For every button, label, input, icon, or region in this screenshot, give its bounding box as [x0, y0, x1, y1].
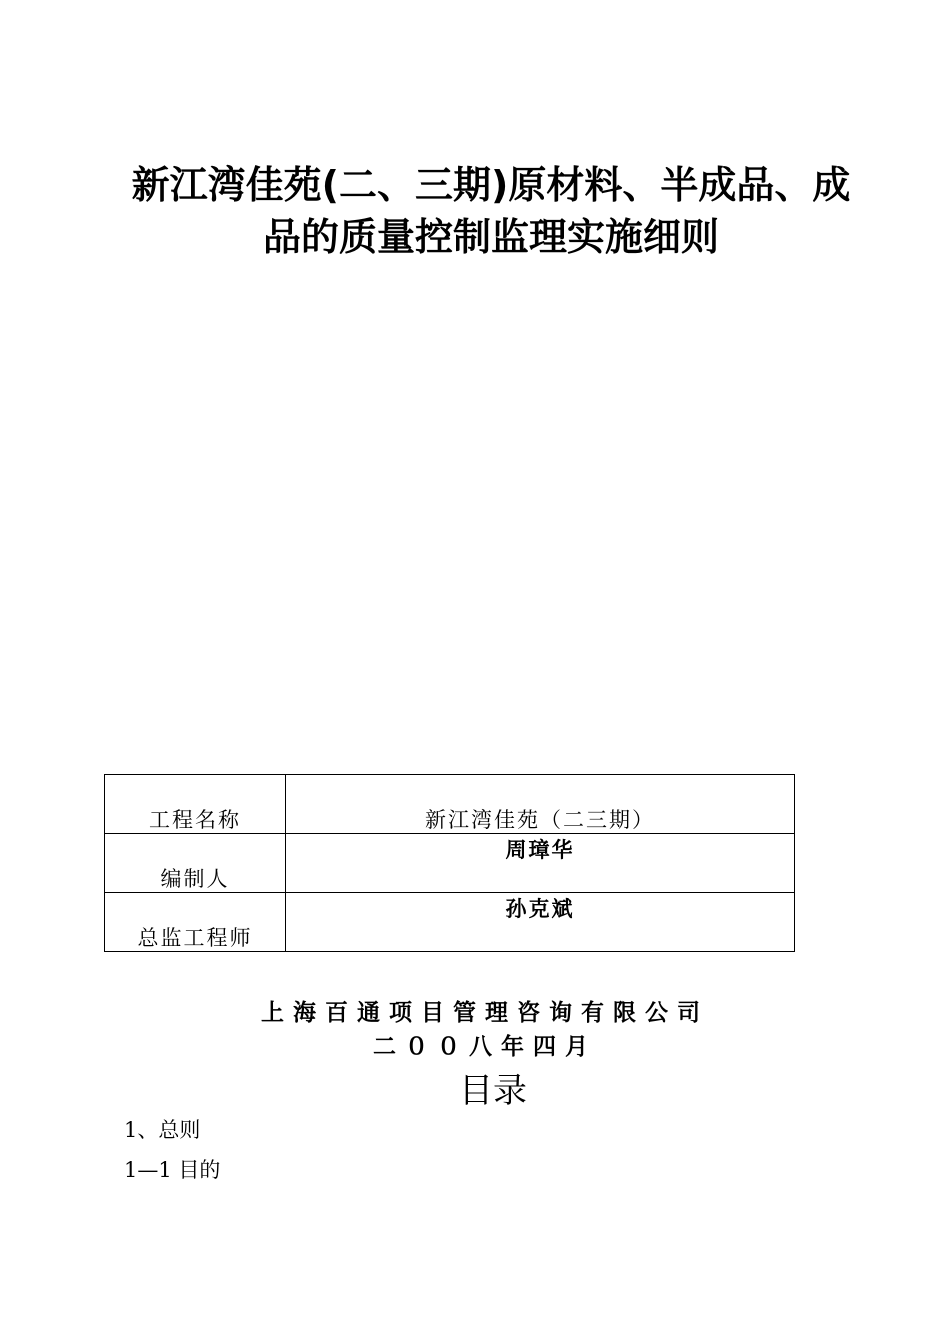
project-info-table	[104, 774, 795, 952]
chief-engineer-value: 孙克斌	[286, 893, 795, 952]
document-title-line-2: 品的质量控制监理实施细则	[262, 215, 719, 259]
chief-engineer-label: 总监工程师	[105, 893, 286, 952]
compiler-label: 编制人	[105, 834, 286, 893]
toc-heading: 目录	[459, 1071, 527, 1111]
table-row	[105, 775, 795, 834]
company-name: 上海百通项目管理咨询有限公司	[261, 999, 709, 1026]
document-title-line-1: 新江湾佳苑(二、三期)原材料、半成品、成	[131, 163, 851, 207]
toc-item[interactable]: 1—1 目的	[124, 1158, 221, 1182]
project-name-label: 工程名称	[105, 775, 286, 834]
table-row	[105, 834, 795, 893]
table-row	[105, 893, 795, 952]
document-date: 二００八年四月	[373, 1033, 597, 1060]
compiler-value: 周璋华	[286, 834, 795, 893]
toc-item[interactable]: 1、总则	[124, 1118, 201, 1142]
project-name-value: 新江湾佳苑（二三期）	[286, 775, 795, 834]
